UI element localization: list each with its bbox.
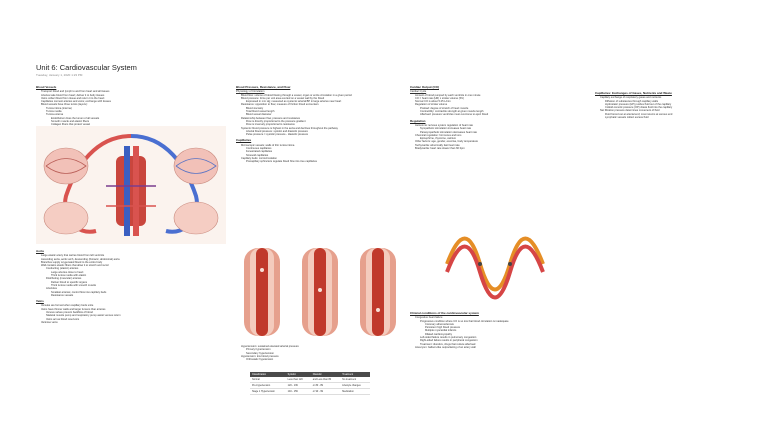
table-cell: or 80 - 89 <box>311 383 341 389</box>
text-line: Flow is directly proportional to the pressure gradient <box>246 119 306 123</box>
text-line: Right-sided failure results in peripheral congestion <box>420 339 478 343</box>
text-line: Thick tunica media with elastin <box>51 274 87 278</box>
text-line: Arterial blood pressure: systolic and diastolic pressure <box>246 129 308 133</box>
capillary-types-figure <box>236 240 406 340</box>
text-line: Tunica externa <box>46 113 64 117</box>
text-line: Systemic blood pressure is highest in the aorta and declines throughout the pathway <box>241 126 338 130</box>
text-line: Hydrostatic pressure (HP) pushes fluid out of the capillary <box>605 102 672 106</box>
section-heading-capillary-exchange: Capillaries: Exchanges of Gases, Nutrients and Waste <box>595 91 672 95</box>
text-line: Chemical regulation: hormones and ions <box>415 133 462 137</box>
text-line: Venules are formed when capillary beds unite <box>41 304 94 308</box>
table-cell: or 90 - 99 <box>311 389 341 395</box>
table-row <box>250 389 370 395</box>
text-line: Regulation of stroke volume <box>415 103 448 107</box>
text-line: Capillaries connect arteries and veins; exchange with tissues <box>41 100 111 104</box>
table-header: Classification <box>250 372 286 377</box>
text-line: Arteries take blood from heart; deliver it to body tissues <box>41 93 105 97</box>
text-line: Wall contains elastic fibers that allow it to stretch and recoil <box>41 264 109 268</box>
column-hypertension <box>236 345 408 361</box>
text-line: Other factors: age, gender, exercise, body temperature <box>415 140 479 144</box>
text-line: Blood viscosity <box>246 106 264 110</box>
text-line: Diffusion of substances through capillary walls <box>605 99 659 103</box>
column-capillary-exchange <box>595 92 775 119</box>
text-line: Precapillary sphincters regulate blood flow into true capillaries <box>246 160 317 164</box>
table-cell: and Less than 80 <box>311 377 341 383</box>
section-heading-regulation: Regulation <box>410 118 426 123</box>
text-line: Tunica intima (interna) <box>46 106 72 110</box>
text-line: Net filtration pressure determines movement of fluid <box>600 109 660 113</box>
section-heading-capillaries: Capillaries <box>236 138 252 143</box>
text-line: Persistent high blood pressure <box>425 326 461 330</box>
section-heading-aorta: Aorta <box>36 249 44 253</box>
text-line: Hypotension: low blood pressure <box>241 354 279 358</box>
text-line: Sinusoid capillaries <box>246 153 269 157</box>
text-line: Afterload: pressure ventricles must overcome to eject blood <box>420 113 489 117</box>
text-line: Fluid forced out at arterial end; most returns at venous end <box>605 112 673 116</box>
text-line: Blood pressure: force per unit area exerted on a vessel wall by the blood <box>241 96 325 100</box>
section-heading-veins: Veins <box>36 299 44 304</box>
text-line: Amount of blood pumped by each ventricle in one minute <box>415 93 481 97</box>
table-header: Diastolic <box>311 372 341 377</box>
text-line: Varicose veins <box>41 320 58 324</box>
text-line: Blood flow: volume of blood flowing through a vessel, organ or entire circulation in a given period <box>241 93 352 97</box>
text-line: Skeletal muscle pump and respiratory pump assist venous return <box>46 314 121 318</box>
section-heading-blood-vessels: Blood Vessels <box>36 85 57 89</box>
column-cardiac-output <box>410 86 580 150</box>
text-line: Progressive condition where CO is so low that blood circulation is inadequate <box>420 319 509 323</box>
table-cell: 120 - 139 <box>286 383 311 389</box>
text-line: Autonomic nervous system regulation of heart rate <box>415 123 473 127</box>
hypertension-table <box>250 372 370 395</box>
text-line: Flow is inversely proportional to resistance <box>246 123 295 127</box>
text-line: Venous valves prevent backflow of blood <box>46 311 93 315</box>
section-heading-cardiac-output: Cardiac Output (CO) <box>410 85 439 89</box>
table-cell: Normal <box>250 377 286 383</box>
text-line: Smooth muscle and elastic fibers <box>51 119 90 123</box>
text-line: Relationship between flow, pressure and resistance <box>241 116 301 120</box>
text-line: Dilated cardiomyopathy <box>425 332 453 336</box>
table-cell: Stage 1 Hypertension <box>250 389 286 395</box>
text-line: Tunica media <box>46 110 62 114</box>
table-cell: 140 - 159 <box>286 389 311 395</box>
text-line: Epinephrine, thyroxine, calcium <box>420 137 457 141</box>
column-blood-vessels <box>36 86 216 127</box>
text-line: Distributing (muscular) arteries <box>46 277 82 281</box>
text-line: CO = heart rate (HR) x stroke volume (SV) <box>415 96 464 100</box>
table-cell: Pre-hypertension <box>250 383 286 389</box>
pressure-wave-figure <box>445 220 545 308</box>
text-line: Transport blood and lymph to and from heart and all tissues <box>41 90 110 94</box>
text-line: Parasympathetic stimulation decreases heart rate <box>420 130 477 134</box>
text-line: Capillary exchange of respiratory gases and nutrients <box>600 96 662 100</box>
text-line: Orthostatic hypotension <box>246 358 274 362</box>
text-line: Capillary beds: microcirculation <box>241 156 277 160</box>
text-line: Resistance vessels <box>51 293 74 297</box>
text-line: Multiple myocardial infarcts <box>425 329 457 333</box>
text-line: Resistance: opposition to flow; measure of friction blood encounters <box>241 103 319 107</box>
text-line: Microscopic vessels; walls of thin tunica intima <box>241 143 295 147</box>
subheading: Cardiac Cycle <box>410 90 427 94</box>
text-line: Thick tunica media with smooth muscle <box>51 283 97 287</box>
text-line: Bradycardia: heart rate slower than 60 bpm <box>415 147 465 151</box>
table-cell: No treatment <box>340 377 370 383</box>
column-aorta <box>36 250 216 324</box>
text-line: Tachycardia: abnormally fast heart rate <box>415 143 460 147</box>
text-line: Deliver blood to specific organs <box>51 280 88 284</box>
text-line: Preload: degree of stretch of heart muscle <box>420 106 469 110</box>
text-line: Secondary hypertension <box>246 351 274 355</box>
table-header: Treatment <box>340 372 370 377</box>
text-line: Continuous capillaries <box>246 147 272 151</box>
page-subtitle: Tuesday, January 1, 2020 1:23 PM <box>36 73 83 77</box>
text-line: Veins act as blood reservoirs <box>46 317 80 321</box>
table-cell: Medication <box>340 389 370 395</box>
text-line: Hypertension: sustained elevated arterial pressure <box>241 345 299 348</box>
text-line: Lymphatic vessels collect excess fluid <box>605 116 649 120</box>
subheading: Physiology of Circulation <box>236 90 265 94</box>
text-line: Congestive heart failure <box>415 316 443 320</box>
page-title: Unit 6: Cardiovascular System <box>36 63 137 72</box>
text-line: Normal CO is about 5.25 L/min <box>415 100 451 104</box>
text-line: Smallest arteries; control flow into capillary beds <box>51 290 107 294</box>
text-line: Large arteries close to heart <box>51 270 84 274</box>
text-line: Veins collect blood from tissue and return it to the heart <box>41 96 105 100</box>
section-heading-blood-pressure: Blood Pressure, Resistance, and Flow <box>236 85 291 89</box>
text-line: Arterioles <box>46 287 57 291</box>
text-line: Branches supply oxygenated blood to the entire body <box>41 260 103 264</box>
text-line: Treatment: diuretics, drugs that reduce afterload <box>420 342 476 346</box>
section-heading-clinical: Clinical conditions of the cardiovascular system <box>410 311 479 315</box>
text-line: Ascending aorta, aortic arch, descending (thoracic, abdominal) aorta <box>41 257 120 261</box>
text-line: Fenestrated capillaries <box>246 150 273 154</box>
text-line: Blood vessels have three tunics (layers): <box>41 103 88 107</box>
table-cell: Lifestyle changes <box>340 383 370 389</box>
circulation-diagram <box>36 126 226 244</box>
text-line: Endothelium lines the lumen of all vessels <box>51 116 100 120</box>
column-clinical-conditions <box>410 312 580 349</box>
text-line: Total blood vessel length <box>246 110 275 114</box>
text-line: Coronary atherosclerosis <box>425 322 454 326</box>
text-line: Left-sided failure results in pulmonary congestion <box>420 336 477 340</box>
text-line: Large elastic artery that carries blood from left ventricle <box>41 254 105 258</box>
text-line: Veins have thinner walls and larger lumens than arteries <box>41 307 106 311</box>
text-line: Aneurysm: balloon-like outpocketing of an artery wall <box>415 345 476 349</box>
table-header: Systolic <box>286 372 311 377</box>
text-line: Expressed in mm Hg; measured as systemic arterial BP in large arteries near heart <box>246 100 342 104</box>
text-line: Pulse pressure = systolic pressure - diastolic pressure <box>246 133 309 137</box>
text-line: Collagen fibers that protect vessel <box>51 123 91 127</box>
text-line: Sympathetic stimulation increases heart rate <box>420 127 472 131</box>
text-line: Primary hypertension <box>246 348 271 352</box>
text-line: Conducting (elastic) arteries <box>46 267 79 271</box>
table-cell: Less than 120 <box>286 377 311 383</box>
text-line: Contractility: contractile strength at given muscle length <box>420 110 484 114</box>
text-line: Blood vessel diameter <box>246 113 272 117</box>
column-blood-pressure <box>236 86 408 164</box>
text-line: Colloid osmotic pressure (OP) draws fluid into the capillary <box>605 106 673 110</box>
